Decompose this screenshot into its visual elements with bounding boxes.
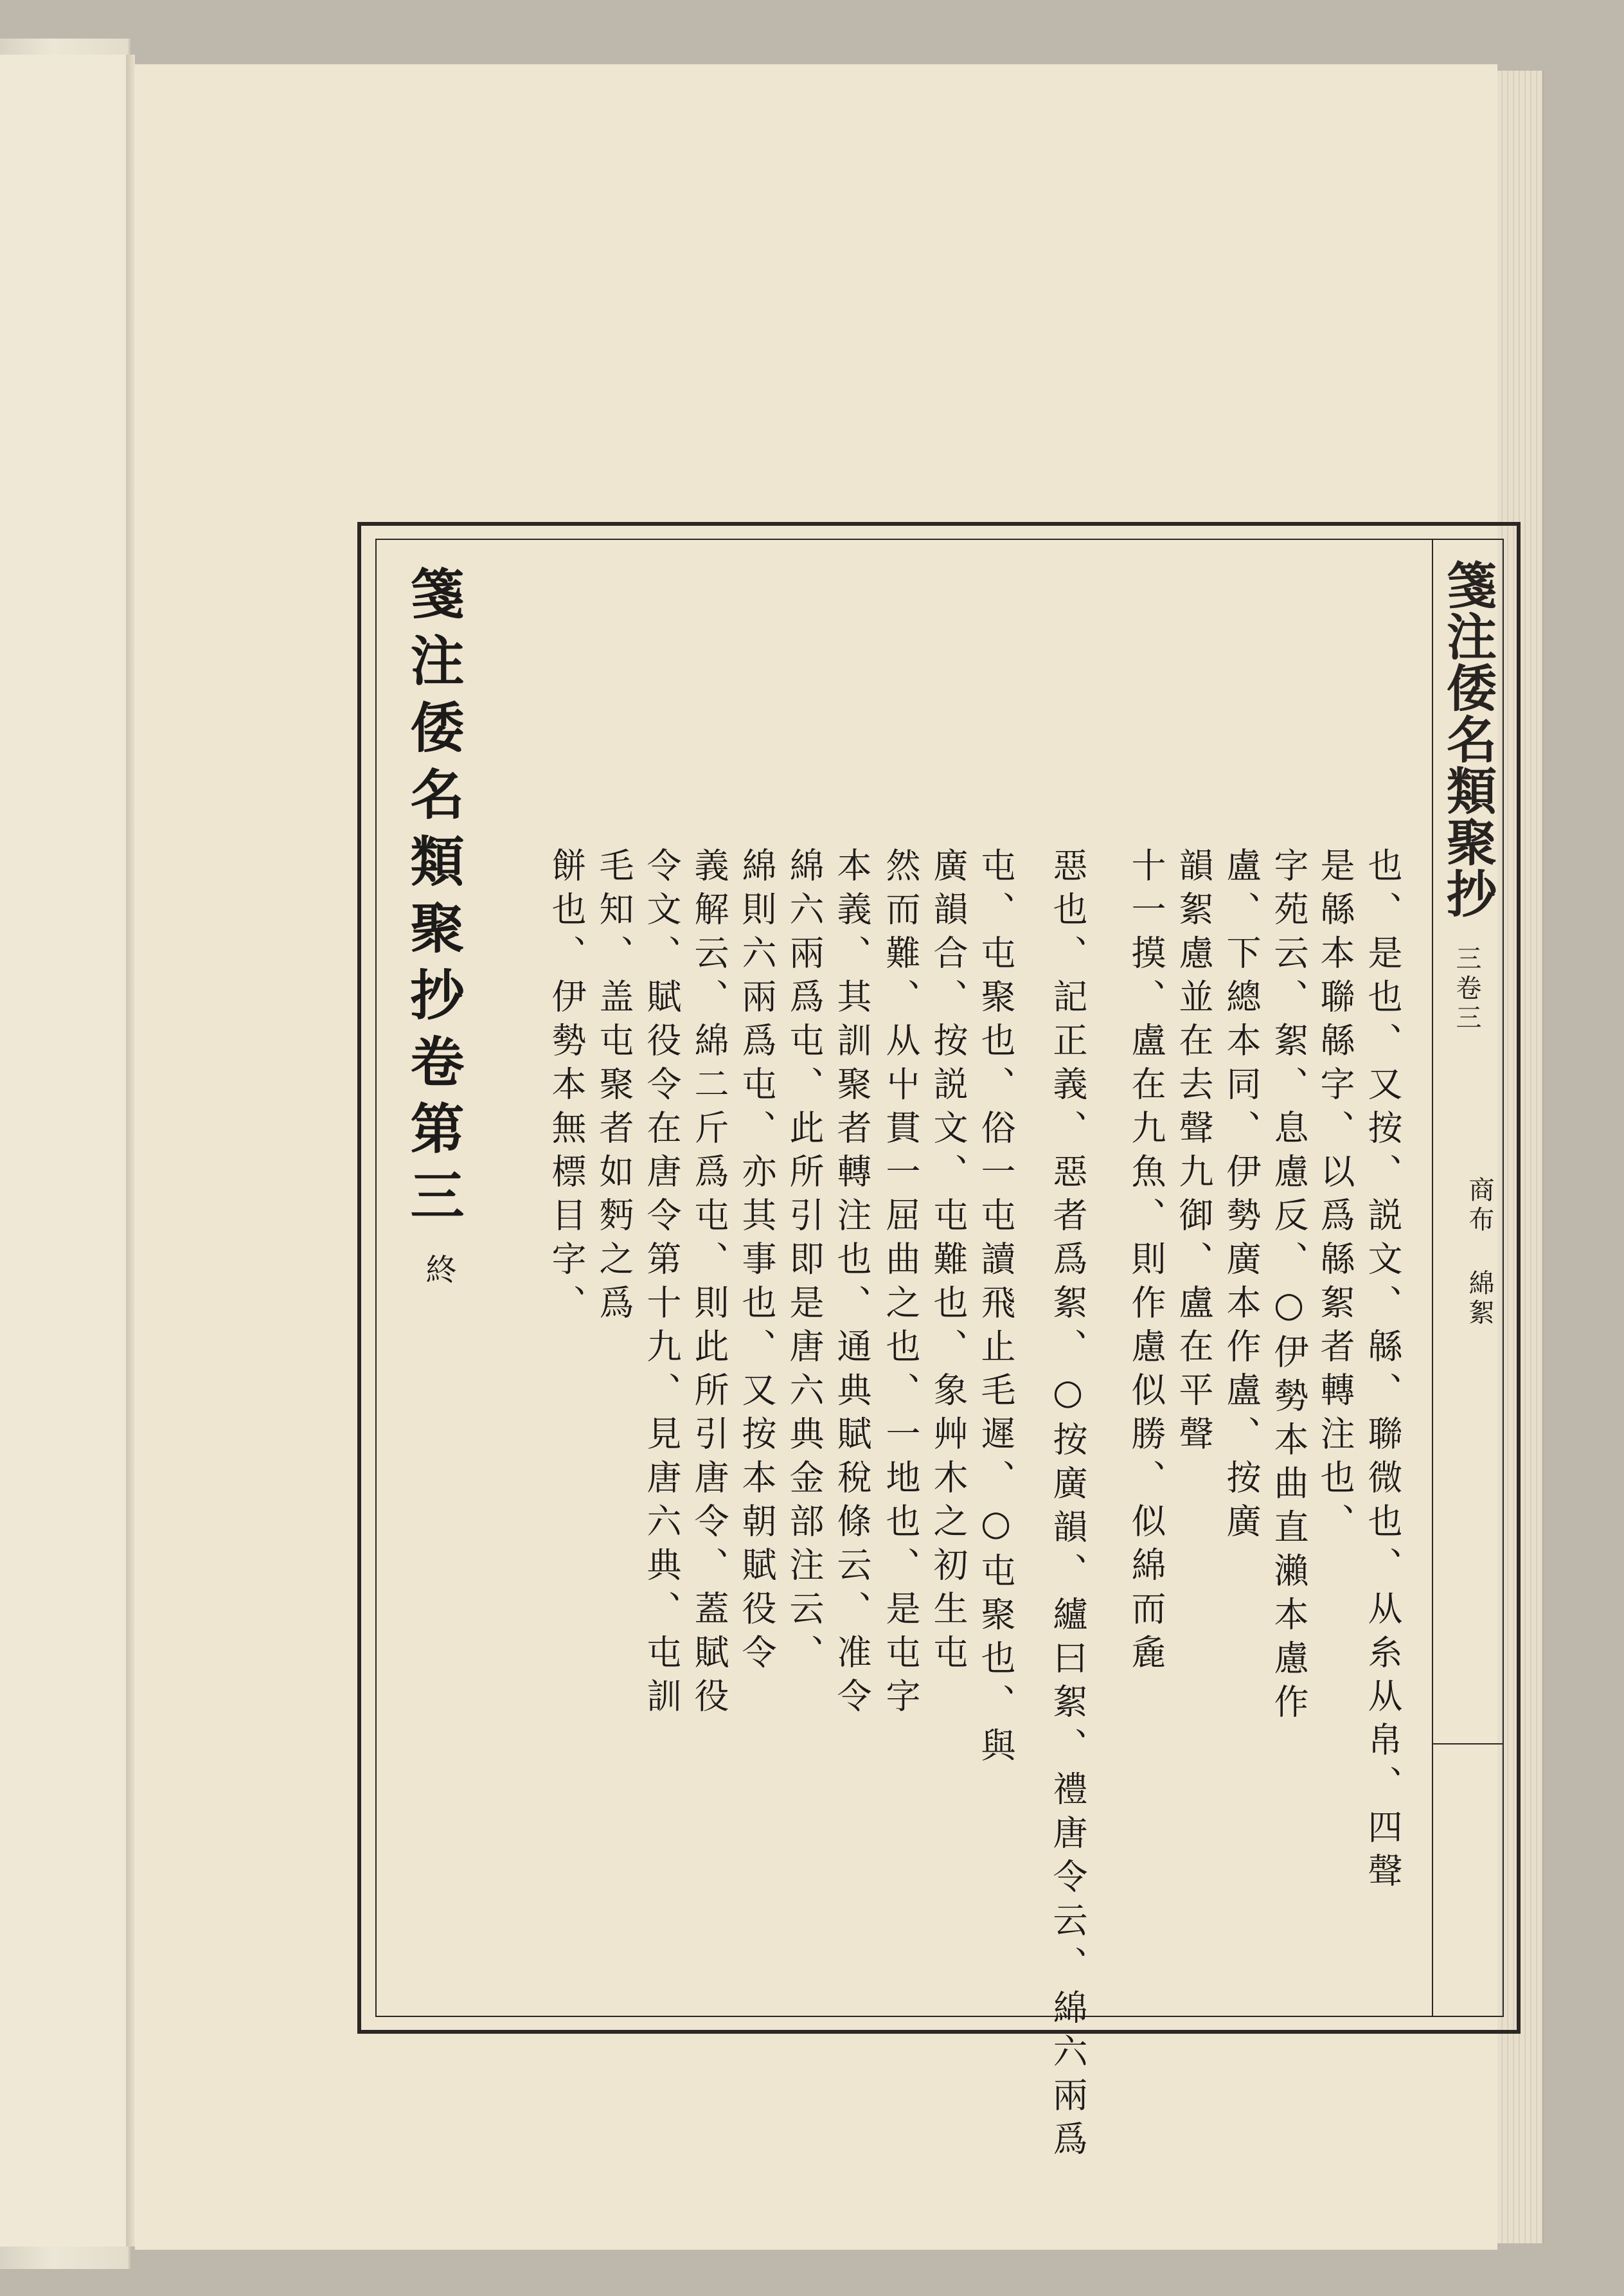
text-column-9: 廣韻合、按説文、屯難也、象艸木之初生屯: [928, 847, 968, 1678]
text-column-13: 綿則六兩爲屯、亦其事也、又按本朝賦役令: [736, 847, 777, 1678]
text-column-6: 十一摸、盧在九魚、則作慮似勝、似綿而麁: [1126, 847, 1166, 1678]
text-column-5: 韻絮慮並在去聲九御、盧在平聲: [1173, 847, 1214, 1459]
closing-end-mark: 終: [420, 1253, 456, 1284]
margin-book-title: 箋注倭名類聚抄: [1438, 559, 1497, 919]
book-gutter: [126, 55, 135, 2247]
text-column-16: 毛知、盖屯聚者如麪之爲: [594, 847, 634, 1328]
text-column-14: 義解云、綿二斤爲屯、則此所引唐令、蓋賦役: [689, 847, 729, 1721]
margin-volume: 三卷三: [1452, 945, 1481, 1034]
margin-entry: 綿絮: [1465, 1269, 1494, 1329]
text-column-10: 然而難、从屮貫一屈曲之也、一地也、是屯字: [880, 847, 921, 1721]
closing-volume-title: 箋注倭名類聚抄卷第三: [402, 566, 465, 1234]
text-column-1: 也、是也、又按、説文、緜、聯微也、从糸从帛、四聲: [1362, 847, 1403, 1896]
text-column-17: 餅也、伊勢本無標目字、: [546, 847, 587, 1328]
text-column-3: 字苑云、絮、息慮反、○伊勢本曲直瀨本慮作: [1269, 847, 1309, 1727]
text-column-7: 惡也、記正義、惡者爲絮、○按廣韻、纑曰絮、禮唐令云、綿六兩爲: [1048, 847, 1088, 2164]
text-column-8: 屯、屯聚也、俗一屯讀飛止毛遲、○屯聚也、與: [976, 847, 1016, 1771]
hanshin-divider: [1432, 539, 1433, 2017]
hanshin-mid-rule: [1432, 1743, 1504, 1744]
text-column-2: 是緜本聯緜字、以爲緜絮者轉注也、: [1315, 847, 1355, 1547]
text-column-12: 綿六兩爲屯、此所引即是唐六典金部注云、: [784, 847, 825, 1678]
text-column-11: 本義、其訓聚者轉注也、通典賦稅條云、准令: [832, 847, 872, 1721]
text-column-4: 盧、下總本同、伊勢廣本作盧、按廣: [1221, 847, 1262, 1547]
margin-section: 商布: [1465, 1176, 1494, 1235]
left-page: [0, 55, 126, 2247]
text-column-15: 令文、賦役令在唐令第十九、見唐六典、屯訓: [641, 847, 682, 1721]
